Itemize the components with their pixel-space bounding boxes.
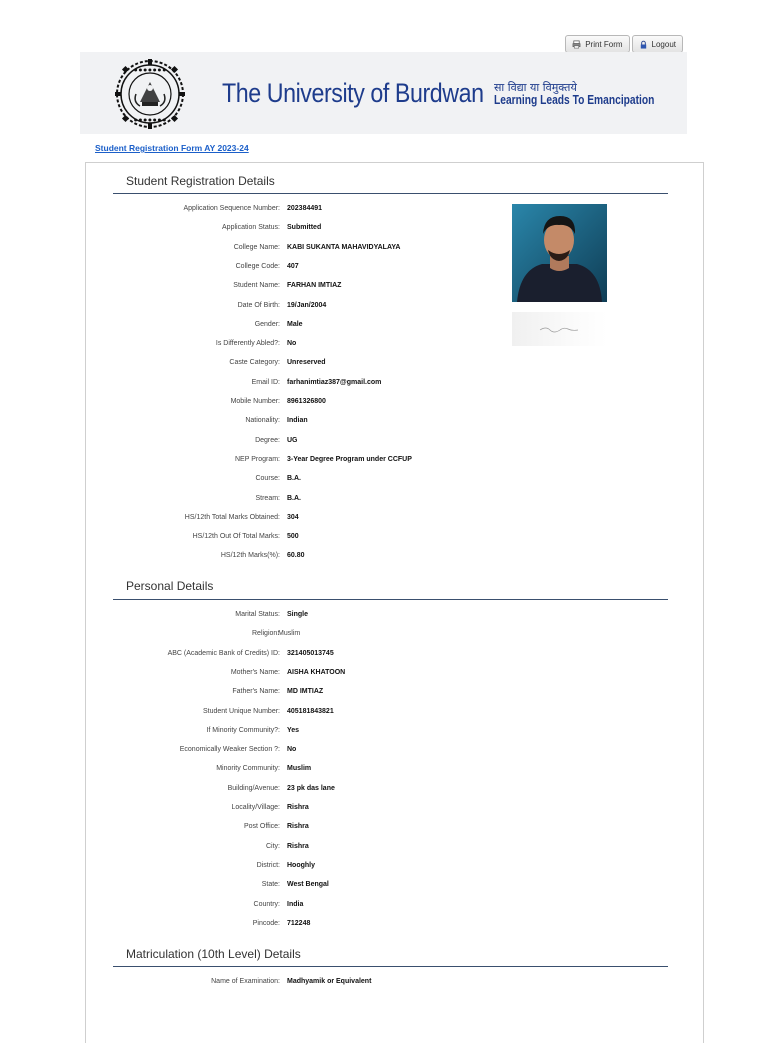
field-row <box>0 630 768 642</box>
field-value: MD IMTIAZ <box>287 688 324 696</box>
university-name: The University of Burdwan <box>222 78 484 108</box>
field-value: KABI SUKANTA MAHAVIDYALAYA <box>287 243 401 251</box>
field-row <box>0 688 768 700</box>
field-row <box>0 823 768 835</box>
field-value: Hooghly <box>287 861 315 869</box>
field-row <box>0 398 768 410</box>
section-divider <box>113 599 668 600</box>
field-label: HS/12th Out Of Total Marks: <box>192 533 280 541</box>
field-value: FARHAN IMTIAZ <box>287 282 342 290</box>
print-form-label: Print Form <box>585 39 623 49</box>
field-value: No <box>287 340 297 348</box>
field-row <box>0 514 768 526</box>
field-row <box>0 302 768 314</box>
print-form-button[interactable] <box>565 35 629 53</box>
field-row <box>0 475 768 487</box>
field-value: B.A. <box>287 494 301 502</box>
field-value: 304 <box>287 513 299 521</box>
field-value: Male <box>287 320 303 328</box>
field-row <box>0 379 768 391</box>
field-label: College Name: <box>233 243 280 251</box>
field-label: Gender: <box>254 320 280 328</box>
top-toolbar <box>565 35 683 53</box>
field-label: Father's Name: <box>232 688 280 696</box>
field-label: Economically Weaker Section ?: <box>179 746 280 754</box>
field-value: 60.80 <box>287 552 305 560</box>
field-row <box>0 650 768 662</box>
field-row <box>0 901 768 913</box>
field-value: 3-Year Degree Program under CCFUP <box>287 455 412 463</box>
field-label: Email ID: <box>251 378 280 386</box>
svg-text:● ● ● ● ● ● ●: ● ● ● ● ● ● ● <box>134 67 167 72</box>
field-row <box>0 746 768 758</box>
university-seal-logo <box>114 58 186 130</box>
section-divider <box>113 966 668 967</box>
field-value: Muslim <box>287 765 312 773</box>
field-row <box>0 417 768 429</box>
field-value: India <box>287 900 304 908</box>
field-value: Indian <box>287 417 308 425</box>
field-label: Degree: <box>255 436 280 444</box>
field-row <box>0 437 768 449</box>
field-value: Rishra <box>287 842 309 850</box>
field-value: 321405013745 <box>287 649 334 657</box>
field-label: Is Differently Abled?: <box>215 340 280 348</box>
field-value: 23 pk das lane <box>287 784 335 792</box>
registration-form-link[interactable]: Student Registration Form AY 2023-24 <box>95 143 249 153</box>
field-row <box>0 244 768 256</box>
section-title-registration: Student Registration Details <box>126 174 275 188</box>
section-title-personal: Personal Details <box>126 579 214 593</box>
field-label: Nationality: <box>245 417 280 425</box>
motto-english: Learning Leads To Emancipation <box>494 93 655 107</box>
field-label: City: <box>266 842 280 850</box>
field-label: HS/12th Marks(%): <box>220 552 280 560</box>
field-row <box>0 456 768 468</box>
field-row <box>0 727 768 739</box>
field-value: No <box>287 746 297 754</box>
svg-text:● ● ● ● ● ● ●: ● ● ● ● ● ● ● <box>134 117 167 122</box>
lock-icon <box>639 40 648 49</box>
field-row <box>0 765 768 777</box>
field-value: AISHA KHATOON <box>287 668 346 676</box>
field-label: Locality/Village: <box>231 804 280 811</box>
field-label: NEP Program: <box>235 455 280 463</box>
field-label: Name of Examination: <box>211 978 280 985</box>
field-value: 405181843821 <box>287 707 334 715</box>
field-row <box>0 321 768 333</box>
field-value: UG <box>287 436 298 444</box>
field-label: If Minority Community?: <box>206 726 280 734</box>
field-value: 407 <box>287 262 299 270</box>
field-row <box>0 978 768 990</box>
field-row <box>0 495 768 507</box>
field-value: Rishra <box>287 823 309 831</box>
section-divider <box>113 193 668 194</box>
field-row <box>0 340 768 352</box>
field-label: District: <box>256 861 280 869</box>
field-label: Minority Community: <box>216 765 280 773</box>
field-value: Rishra <box>287 804 309 811</box>
field-row <box>0 224 768 236</box>
university-header <box>80 52 687 134</box>
field-value: West Bengal <box>287 881 329 889</box>
field-value: Single <box>287 611 309 618</box>
field-label: Building/Avenue: <box>227 784 280 792</box>
student-signature <box>512 312 607 346</box>
field-row <box>0 359 768 371</box>
field-row <box>0 862 768 874</box>
field-label: Mobile Number: <box>230 398 280 405</box>
field-label: Course: <box>255 475 280 483</box>
field-label: Student Name: <box>233 282 280 290</box>
field-value: Muslim <box>278 630 301 638</box>
field-row <box>0 205 768 217</box>
field-row <box>0 920 768 932</box>
field-label: State: <box>261 881 280 889</box>
section-title-matriculation: Matriculation (10th Level) Details <box>126 947 301 961</box>
field-label: Mother's Name: <box>230 668 280 676</box>
field-value: 712248 <box>287 919 311 927</box>
field-value: 8961326800 <box>287 398 326 405</box>
field-row <box>0 881 768 893</box>
field-label: ABC (Academic Bank of Credits) ID: <box>167 649 280 657</box>
printer-icon <box>572 40 581 49</box>
field-value: Madhyamik or Equivalent <box>287 978 372 985</box>
field-label: HS/12th Total Marks Obtained: <box>184 513 280 521</box>
field-value: Unreserved <box>287 359 326 367</box>
field-value: 19/Jan/2004 <box>287 301 327 309</box>
field-value: Yes <box>287 726 300 734</box>
field-label: College Code: <box>235 262 280 270</box>
field-row <box>0 611 768 623</box>
field-label: Date Of Birth: <box>237 301 280 309</box>
field-value: B.A. <box>287 475 301 483</box>
field-label: Application Sequence Number: <box>183 205 280 212</box>
field-row <box>0 552 768 564</box>
field-row <box>0 708 768 720</box>
field-label: Religion: <box>252 630 280 638</box>
field-label: Student Unique Number: <box>202 707 280 715</box>
logout-label: Logout <box>651 39 676 49</box>
student-photo <box>512 204 607 302</box>
field-row <box>0 669 768 681</box>
field-row <box>0 804 768 816</box>
field-label: Pincode: <box>252 919 280 927</box>
field-value: 500 <box>287 533 299 541</box>
logout-button[interactable] <box>632 35 683 53</box>
field-row <box>0 533 768 545</box>
field-value: Submitted <box>287 224 322 232</box>
field-label: Application Status: <box>222 224 280 232</box>
field-value: 202384491 <box>287 205 323 212</box>
field-label: Caste Category: <box>229 359 280 367</box>
field-label: Country: <box>253 900 280 908</box>
field-value: farhanimtiaz387@gmail.com <box>287 378 382 386</box>
field-label: Stream: <box>255 494 280 502</box>
field-row <box>0 785 768 797</box>
field-row <box>0 282 768 294</box>
motto-hindi: सा विद्या या विमुक्तये <box>494 81 577 94</box>
field-row <box>0 843 768 855</box>
field-label: Post Office: <box>243 823 280 831</box>
field-label: Marital Status: <box>235 611 280 618</box>
field-row <box>0 263 768 275</box>
